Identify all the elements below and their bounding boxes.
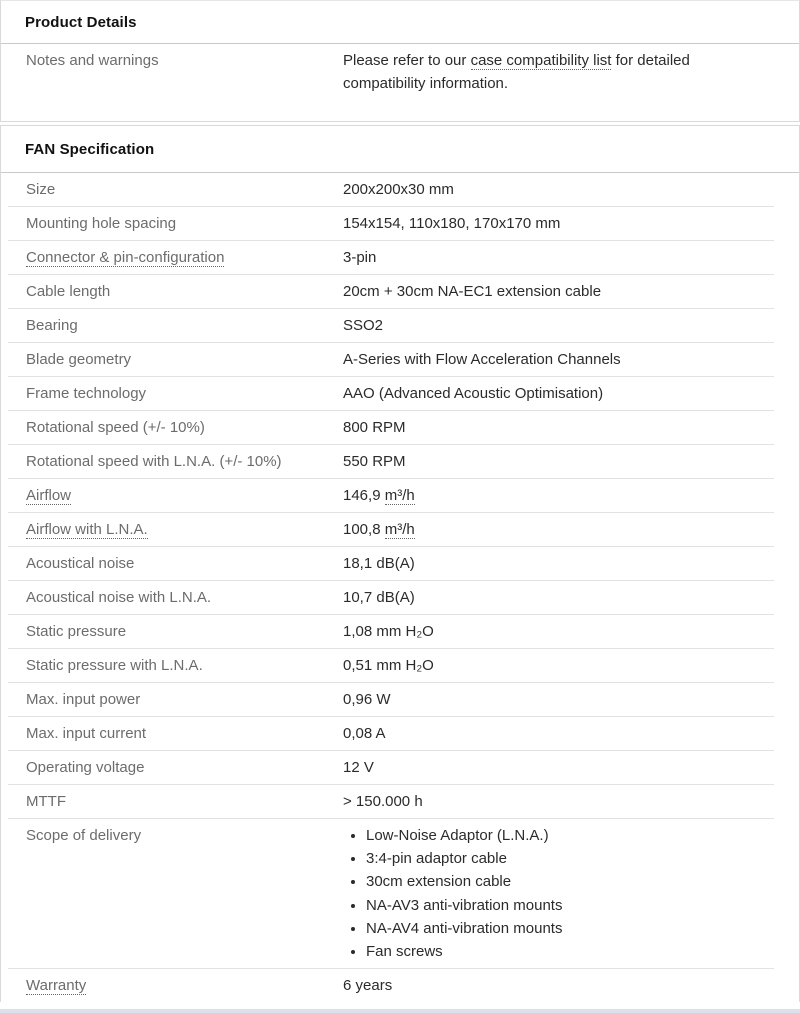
spec-row [8, 513, 774, 547]
scope-of-delivery-list [343, 824, 735, 963]
spec-value [343, 552, 765, 575]
spec-value [343, 246, 765, 269]
spec-row [8, 275, 774, 309]
value-text: SSO2 [343, 317, 384, 334]
bottom-divider [0, 1009, 800, 1013]
value-text: 154x154, 110x180, 170x170 mm [343, 215, 561, 232]
product-details-title: Product Details [1, 1, 799, 44]
spec-value [343, 974, 765, 997]
fan-spec-title: FAN Specification [1, 126, 799, 173]
spec-value [343, 722, 765, 745]
spec-value [343, 586, 765, 609]
fan-spec-rows [1, 173, 799, 1002]
value-text: 0,96 W [343, 691, 391, 708]
value-text: 550 RPM [343, 453, 406, 470]
scope-item: • Low-Noise Adaptor (L.N.A.) [366, 824, 735, 847]
value-text: AAO (Advanced Acoustic Optimisation) [343, 385, 604, 402]
spec-label: Rotational speed with L.N.A. (+/- 10%) [26, 453, 282, 470]
spec-value [343, 654, 765, 677]
value-link[interactable]: m³/h [384, 487, 415, 504]
value-text: 200x200x30 mm [343, 181, 454, 198]
spec-label: Mounting hole spacing [26, 215, 177, 232]
spec-label-link[interactable]: Connector & pin-configuration [26, 249, 225, 266]
spec-value [343, 688, 765, 711]
value-text: 3-pin [343, 249, 377, 266]
spec-value [343, 620, 765, 643]
spec-label: Cable length [26, 283, 111, 300]
value-link[interactable]: m³/h [384, 521, 415, 538]
spec-label: Scope of delivery [26, 827, 142, 844]
fan-spec-section [0, 125, 800, 1002]
spec-label: Size [26, 181, 56, 198]
spec-row [8, 173, 774, 207]
value-text: 18,1 dB(A) [343, 555, 415, 572]
spec-label [8, 974, 343, 997]
value-text: 100,8 [343, 521, 385, 538]
spec-row [8, 581, 774, 615]
spec-row [8, 479, 774, 513]
spec-row [8, 445, 774, 479]
spec-label: Bearing [26, 317, 78, 334]
spec-label [8, 484, 343, 507]
spec-value [343, 382, 765, 405]
spec-label: MTTF [26, 793, 66, 810]
spec-value [343, 450, 765, 473]
spec-label-link[interactable]: Airflow with L.N.A. [26, 521, 148, 538]
spec-row [8, 547, 774, 581]
scope-item: • 3:4-pin adaptor cable [366, 847, 735, 870]
spec-value [343, 790, 765, 813]
value-text: > 150.000 h [343, 793, 423, 810]
spec-label-link[interactable]: Airflow [26, 487, 72, 504]
value-text: A-Series with Flow Acceleration Channels [343, 351, 621, 368]
spec-label: Blade geometry [26, 351, 132, 368]
spec-value [343, 484, 765, 507]
scope-item: • NA-AV4 anti-vibration mounts [366, 917, 735, 940]
spec-row [8, 819, 774, 969]
spec-label: Rotational speed (+/- 10%) [26, 419, 205, 436]
spec-label-link[interactable]: Warranty [26, 977, 87, 995]
spec-label: Max. input power [26, 691, 141, 708]
spec-value [343, 49, 765, 95]
spec-row [8, 241, 774, 275]
spec-label: Notes and warnings [26, 52, 159, 69]
value-text: 0,08 A [343, 725, 386, 742]
spec-value [343, 416, 765, 439]
spec-label: Frame technology [26, 385, 147, 402]
scope-item: • 30cm extension cable [366, 870, 735, 893]
spec-row [8, 44, 774, 121]
value-text: 1,08 mm H₂O [343, 623, 434, 640]
spec-value [343, 314, 765, 337]
value-text: 146,9 [343, 487, 385, 504]
spec-row [8, 717, 774, 751]
spec-label: Static pressure [26, 623, 127, 640]
value-text: for detailed compatibility information. [343, 52, 690, 92]
spec-row [8, 207, 774, 241]
spec-row [8, 969, 774, 1002]
spec-label [8, 518, 343, 541]
spec-row [8, 343, 774, 377]
spec-label [8, 246, 343, 269]
spec-value [343, 518, 765, 541]
spec-label: Operating voltage [26, 759, 145, 776]
spec-row [8, 683, 774, 717]
spec-value [343, 348, 765, 371]
value-text: 6 years [343, 977, 393, 995]
spec-value [343, 756, 765, 779]
value-text: 20cm + 30cm NA-EC1 extension cable [343, 283, 602, 300]
spec-value [343, 178, 765, 201]
value-text: 12 V [343, 759, 374, 776]
product-details-rows [1, 44, 799, 121]
scope-item: • NA-AV3 anti-vibration mounts [366, 894, 735, 917]
spec-row [8, 785, 774, 819]
value-link[interactable]: case compatibility list [470, 52, 612, 69]
spec-row [8, 751, 774, 785]
spec-label: Max. input current [26, 725, 147, 742]
spec-label: Static pressure with L.N.A. [26, 657, 203, 674]
value-text: 10,7 dB(A) [343, 589, 415, 606]
scope-item: • Fan screws [366, 940, 735, 963]
value-text: 800 RPM [343, 419, 406, 436]
value-text: 0,51 mm H₂O [343, 657, 434, 674]
spec-value [343, 212, 765, 235]
spec-value [343, 280, 765, 303]
spec-row [8, 309, 774, 343]
value-text: Please refer to our [343, 52, 471, 69]
spec-row [8, 411, 774, 445]
spec-row [8, 615, 774, 649]
product-details-section [0, 0, 800, 122]
spec-label: Acoustical noise [26, 555, 135, 572]
spec-row [8, 377, 774, 411]
spec-row [8, 649, 774, 683]
spec-value [343, 824, 765, 963]
spec-label: Acoustical noise with L.N.A. [26, 589, 212, 606]
